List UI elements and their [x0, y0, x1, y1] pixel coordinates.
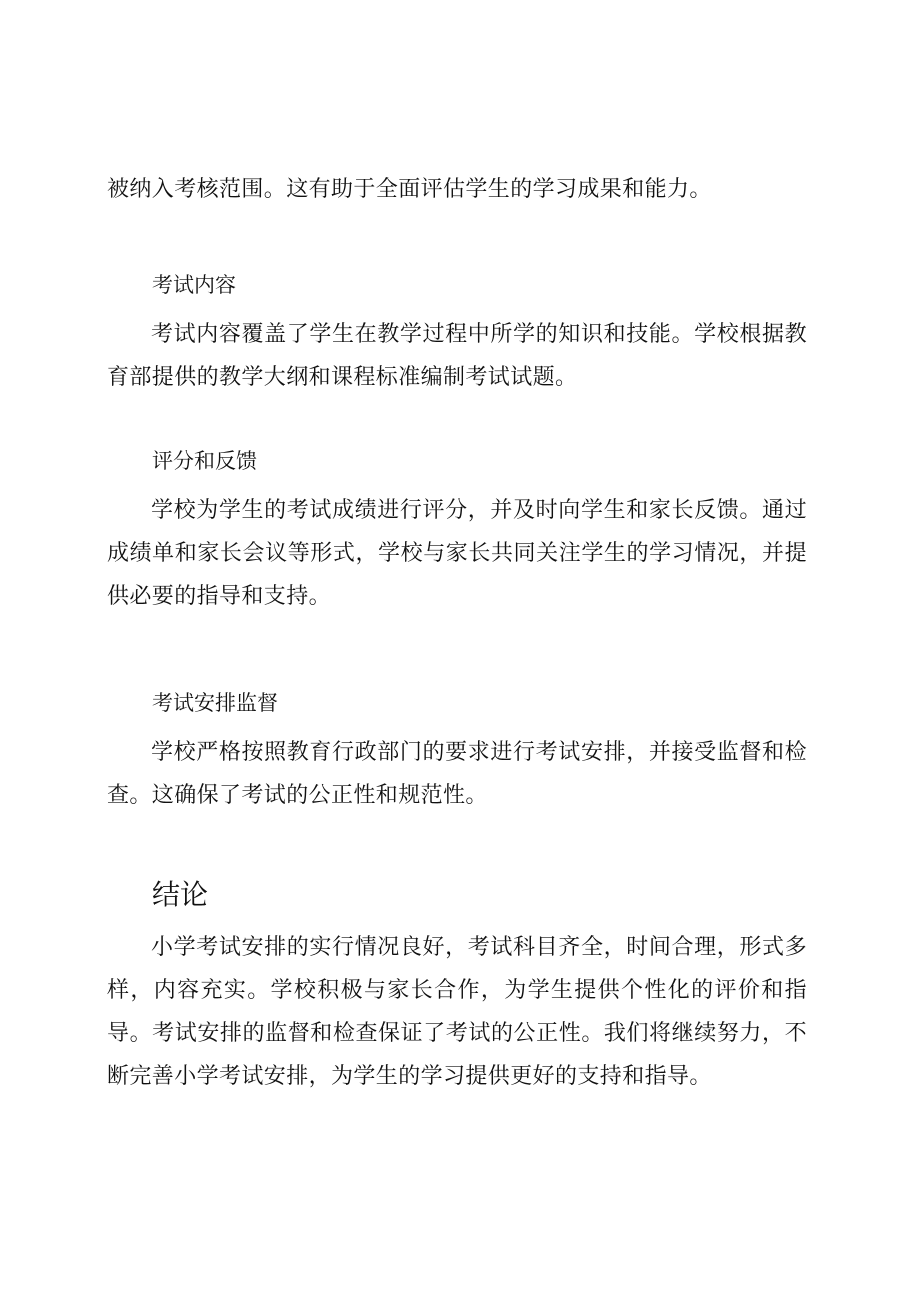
section-heading-exam-supervision: 考试安排监督: [152, 691, 278, 715]
section-body-exam-content: 考试内容覆盖了学生在教学过程中所学的知识和技能。学校根据教育部提供的教学大纲和课程标准编制考试试题。: [107, 322, 807, 390]
section-heading-exam-content: 考试内容: [152, 273, 236, 297]
conclusion-body: 小学考试安排的实行情况良好，考试科目齐全，时间合理，形式多样，内容充实。学校积极与家长合作，为学生提供个性化的评价和指导。考试安排的监督和检查保证了考试的公正性。我们将继续努力，不断完善小学考试安排，为学生的学习提供更好的支持和指导。: [107, 935, 807, 1089]
section-body-grading-feedback: 学校为学生的考试成绩进行评分，并及时向学生和家长反馈。通过成绩单和家长会议等形式，学校与家长共同关注学生的学习情况，并提供必要的指导和支持。: [107, 498, 807, 609]
conclusion-heading: 结论: [152, 878, 209, 911]
intro-continuation-paragraph: 被纳入考核范围。这有助于全面评估学生的学习成果和能力。: [107, 177, 712, 202]
section-body-exam-supervision: 学校严格按照教育行政部门的要求进行考试安排，并接受监督和检查。这确保了考试的公正性和规范性。: [107, 740, 807, 808]
section-heading-grading-feedback: 评分和反馈: [152, 449, 257, 473]
